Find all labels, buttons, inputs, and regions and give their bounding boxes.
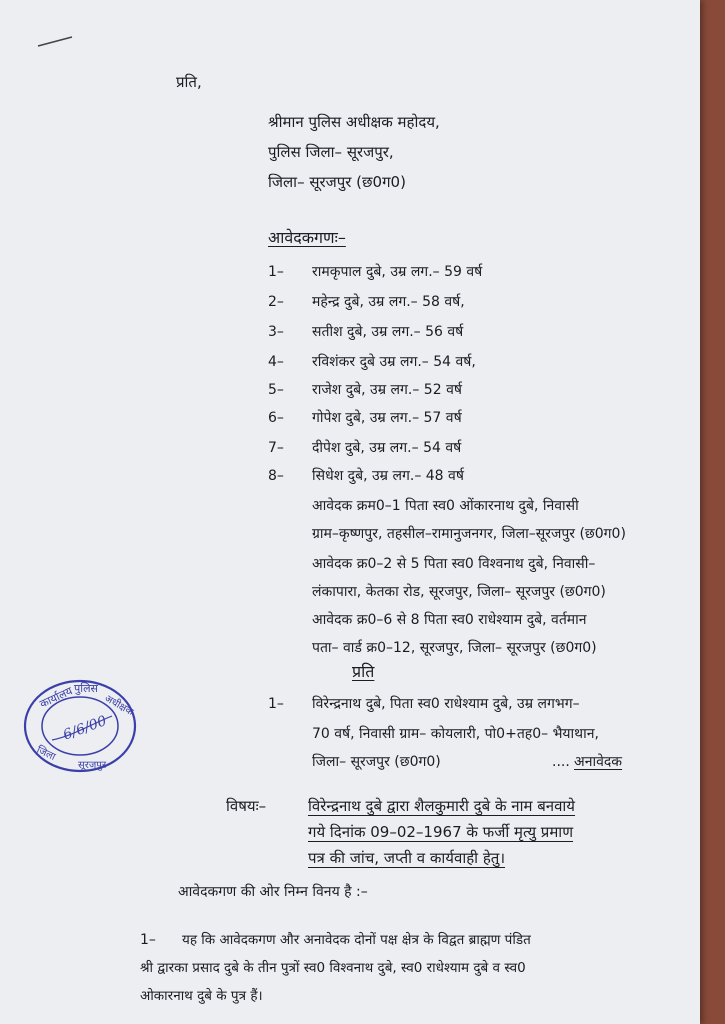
pen-mark (36, 34, 76, 50)
applicant-item: राजेश दुबे, उम्र लग.– 52 वर्ष (312, 382, 462, 398)
applicant-item: सतीश दुबे, उम्र लग.– 56 वर्ष (312, 324, 464, 340)
office-stamp (22, 678, 138, 774)
applicant-detail-line: आवेदक क्र0–6 से 8 पिता स्व0 राधेश्याम दुबे, वर्तमान (312, 612, 587, 628)
respondent-label: अनावेदक (574, 754, 623, 770)
svg-text:6/6/00: 6/6/00 (61, 713, 109, 744)
applicants-heading: आवेदकगणः– (268, 228, 346, 247)
applicant-no: 8– (268, 468, 284, 484)
applicant-no: 5– (268, 382, 284, 398)
versus-heading: प्रति (352, 662, 375, 681)
applicant-detail-line: आवेदक क्र0–2 से 5 पिता स्व0 विश्वनाथ दुबे, निवासी– (312, 556, 596, 572)
applicant-no: 4– (268, 354, 284, 370)
applicant-no: 6– (268, 410, 284, 426)
intro-line: आवेदकगण की ओर निम्न विनय है :– (178, 884, 368, 900)
applicant-no: 2– (268, 294, 284, 310)
applicant-item: दीपेश दुबे, उम्र लग.– 54 वर्ष (312, 440, 462, 456)
addressee-line-3: जिला– सूरजपुर (छ0ग0) (268, 173, 406, 191)
paragraph-line: यह कि आवेदकगण और अनावेदक दोनों पक्ष क्षेत्र के विद्वत ब्राह्मण पंडित (182, 932, 531, 948)
respondent-no: 1– (268, 696, 284, 712)
applicant-item: रामकृपाल दुबे, उम्र लग.– 59 वर्ष (312, 264, 483, 280)
applicant-detail-line: पता– वार्ड क्र0–12, सूरजपुर, जिला– सूरजपुर (छ0ग0) (312, 640, 597, 656)
applicant-no: 7– (268, 440, 284, 456)
svg-text:सूरजपुर: सूरजपुर (78, 760, 107, 771)
svg-text:जिला: जिला (34, 744, 57, 763)
svg-text:पुलिस: पुलिस (74, 682, 98, 695)
applicant-item: रविशंकर दुबे उम्र लग.– 54 वर्ष, (312, 354, 476, 370)
applicant-detail-line: ग्राम–कृष्णपुर, तहसील–रामानुजनगर, जिला–सूरजपुर (छ0ग0) (312, 526, 626, 542)
respondent-line: 70 वर्ष, निवासी ग्राम– कोयलारी, पो0+तह0– भैयाथान, (312, 726, 599, 742)
applicant-item: महेन्द्र दुबे, उम्र लग.– 58 वर्ष, (312, 294, 465, 310)
respondent-line: जिला– सूरजपुर (छ0ग0) (312, 754, 441, 770)
paragraph-line: ओकारनाथ दुबे के पुत्र हैं। (140, 988, 263, 1004)
paragraph-line: श्री द्वारका प्रसाद दुबे के तीन पुत्रों स्व0 विश्वनाथ दुबे, स्व0 राधेश्याम दुबे व स्व0 (140, 960, 526, 976)
applicant-detail-line: आवेदक क्रम0–1 पिता स्व0 ओंकारनाथ दुबे, निवासी (312, 498, 579, 514)
addressee-line-2: पुलिस जिला– सूरजपुर, (268, 143, 394, 161)
addressee-line-1: श्रीमान पुलिस अधीक्षक महोदय, (268, 113, 440, 131)
subject-label: विषयः– (226, 797, 267, 815)
paragraph-number: 1– (140, 932, 156, 948)
svg-text:अधीक्षक: अधीक्षक (102, 693, 136, 719)
respondent-dots: .... (552, 754, 570, 770)
applicant-item: सिधेश दुबे, उम्र लग.– 48 वर्ष (312, 468, 464, 484)
svg-text:कार्यालय: कार्यालय (37, 684, 75, 711)
subject-line: गये दिनांक 09–02–1967 के फर्जी मृत्यु प्रमाण (308, 823, 574, 841)
applicant-detail-line: लंकापारा, केतका रोड, सूरजपुर, जिला– सूरजपुर (छ0ग0) (312, 584, 606, 600)
salutation: प्रति, (176, 73, 202, 91)
subject-line: विरेन्द्रनाथ दुबे द्वारा शैलकुमारी दुबे के नाम बनवाये (308, 797, 576, 815)
respondent-line: विरेन्द्रनाथ दुबे, पिता स्व0 राधेश्याम दुबे, उम्र लगभग– (312, 696, 580, 712)
applicant-no: 1– (268, 264, 284, 280)
applicant-item: गोपेश दुबे, उम्र लग.– 57 वर्ष (312, 410, 462, 426)
applicant-no: 3– (268, 324, 284, 340)
subject-line: पत्र की जांच, जप्ती व कार्यवाही हेतु। (308, 849, 506, 867)
